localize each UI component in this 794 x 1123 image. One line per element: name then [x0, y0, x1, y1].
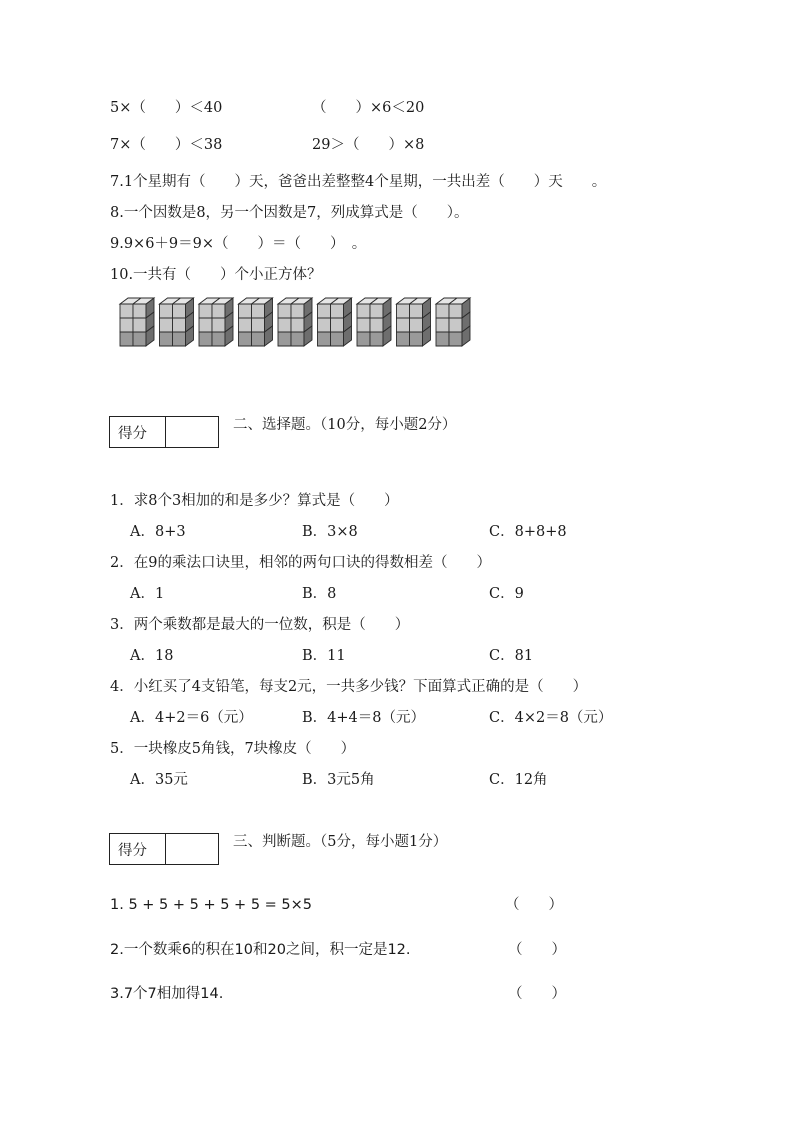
score-blank: [166, 417, 218, 447]
choice-q4-stem: 4．小红买了4支铅笔，每支2元，一共多少钱？下面算式正确的是（ ）: [110, 679, 588, 695]
choice-q2-option-b: B．8: [302, 586, 337, 602]
cube-stack: [436, 298, 470, 346]
judge-q1-text: 1. 5 + 5 + 5 + 5 + 5 = 5×5: [110, 897, 313, 913]
choice-q5-option-a: A．35元: [130, 772, 188, 788]
choice-q5-stem: 5．一块橡皮5角钱，7块橡皮（ ）: [110, 741, 356, 757]
choice-q1-option-c: C．8+8+8: [489, 524, 567, 540]
score-label: 得分: [110, 417, 166, 447]
question-7: 7.1个星期有（ ）天，爸爸出差整整4个星期，一共出差（ ）天 。: [110, 174, 607, 190]
question-9: 9.9×6＋9＝9×（ ）＝（ ） 。: [110, 236, 367, 252]
judge-q2-paren: （ ）: [508, 942, 566, 958]
cube-stack: [397, 298, 431, 346]
cube-stack: [199, 298, 233, 346]
section-title-choice: 二、选择题。（10分，每小题2分）: [233, 417, 457, 433]
cube-stack: [160, 298, 194, 346]
judge-q3-text: 3.7个7相加得14.: [110, 986, 224, 1002]
fill-row1-left: 5×（ ）＜40: [110, 100, 223, 116]
score-blank: [166, 834, 218, 864]
choice-q2-option-c: C．9: [489, 586, 524, 602]
choice-q4-option-b: B．4+4＝8（元）: [302, 710, 425, 726]
cube-stack: [239, 298, 273, 346]
question-10: 10.一共有（ ）个小正方体？: [110, 267, 322, 283]
choice-q3-option-b: B．11: [302, 648, 346, 664]
choice-q2-option-a: A．1: [130, 586, 165, 602]
score-box-choice: [109, 416, 219, 448]
choice-q4-option-c: C．4×2＝8（元）: [489, 710, 613, 726]
fill-row1-right: （ ）×6＜20: [312, 100, 425, 116]
cube-stacks-figure: [118, 296, 480, 358]
cube-stack: [357, 298, 391, 346]
fill-row2-right: 29＞（ ）×8: [312, 137, 425, 153]
choice-q4-option-a: A．4+2＝6（元）: [130, 710, 253, 726]
question-8: 8.一个因数是8，另一个因数是7，列成算式是（ ）。: [110, 205, 469, 221]
choice-q2-stem: 2．在9的乘法口诀里，相邻的两句口诀的得数相差（ ）: [110, 555, 491, 571]
section-title-judge: 三、判断题。（5分，每小题1分）: [233, 834, 448, 850]
fill-row2-left: 7×（ ）＜38: [110, 137, 223, 153]
cube-stack: [318, 298, 352, 346]
choice-q1-stem: 1．求8个3相加的和是多少？算式是（ ）: [110, 493, 399, 509]
choice-q1-option-a: A．8+3: [130, 524, 186, 540]
choice-q5-option-b: B．3元5角: [302, 772, 375, 788]
choice-q3-stem: 3．两个乘数都是最大的一位数，积是（ ）: [110, 617, 410, 633]
judge-q1-paren: （ ）: [505, 897, 563, 913]
judge-q2-text: 2.一个数乘6的积在10和20之间，积一定是12.: [110, 942, 411, 958]
judge-q3-paren: （ ）: [508, 986, 566, 1002]
choice-q3-option-c: C．81: [489, 648, 534, 664]
score-label: 得分: [110, 834, 166, 864]
score-box-judge: [109, 833, 219, 865]
choice-q5-option-c: C．12角: [489, 772, 548, 788]
choice-q1-option-b: B．3×8: [302, 524, 358, 540]
cube-stack: [278, 298, 312, 346]
choice-q3-option-a: A．18: [130, 648, 174, 664]
cube-stack: [120, 298, 154, 346]
